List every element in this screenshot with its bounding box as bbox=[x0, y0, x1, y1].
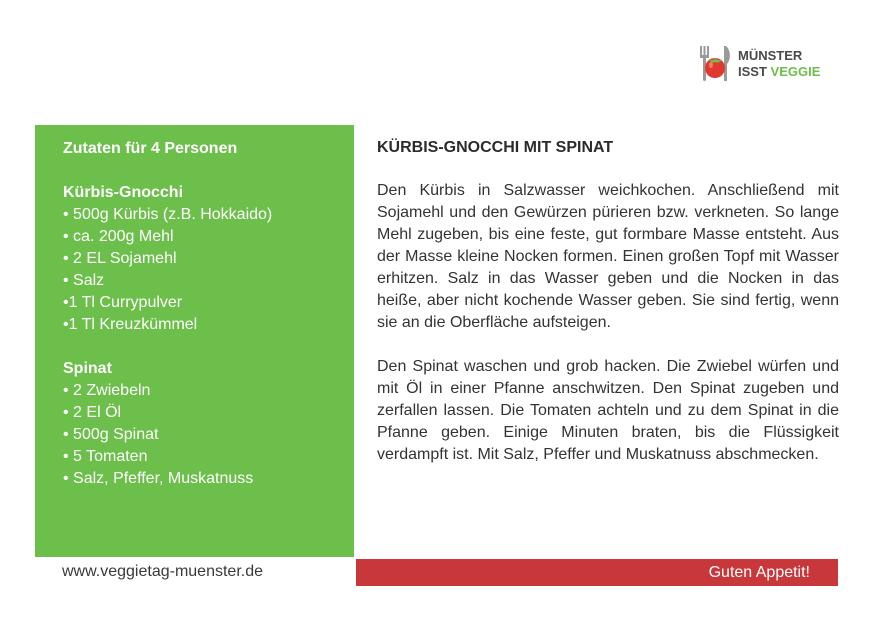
list-item: • 500g Kürbis (z.B. Hokkaido) bbox=[63, 206, 273, 223]
logo-line-1: MÜNSTER bbox=[738, 48, 803, 63]
ingredients-title: Zutaten für 4 Personen bbox=[63, 140, 238, 157]
logo-line-2-b: VEGGIE bbox=[770, 64, 821, 79]
list-item: • ca. 200g Mehl bbox=[63, 228, 174, 245]
ingredients-panel bbox=[35, 125, 354, 557]
recipe-paragraph-2: Den Spinat waschen und grob hacken. Die Zwiebel würfen und mit Öl in einer Pfanne anschwitzen. Den Spinat zugeben und zerfallen lassen. Die Tomaten achteln und zu dem Spinat in die Pfanne geben. Einige Minuten braten, bis die Flüssigkeit verdampft ist. Mit Salz, Pfeffer und Muskatnuss abschmecken. bbox=[377, 358, 839, 463]
list-item: • Salz, Pfeffer, Muskatnuss bbox=[63, 470, 254, 487]
list-item: • 2 El Öl bbox=[63, 404, 122, 421]
list-item: • 2 Zwiebeln bbox=[63, 382, 151, 399]
logo-text bbox=[738, 48, 820, 80]
greeting-text: Guten Appetit! bbox=[708, 564, 810, 581]
list-item: • 500g Spinat bbox=[63, 426, 159, 443]
logo bbox=[696, 42, 846, 92]
list-item: •1 Tl Kreuzkümmel bbox=[63, 316, 198, 333]
ingredient-list-gnocchi bbox=[63, 204, 354, 336]
recipe-paragraph-1: Den Kürbis in Salzwasser weichkochen. Anschließend mit Sojamehl und den Gewürzen pürieren bzw. verkneten. So lange Mehl zugeben, bis eine feste, gut formbare Masse entsteht. Aus der Masse kleine Nocken formen. Einen großen Topf mit Wasser erhitzen. Salz in das Wasser geben und die Nocken in das heiße, aber nicht kochende Wasser geben. Sie sind fertig, wenn sie an die Oberfläche aufsteigen. bbox=[377, 182, 839, 331]
spacer bbox=[63, 336, 354, 358]
fork-tomato-knife-icon bbox=[696, 42, 736, 86]
list-item: •1 Tl Currypulver bbox=[63, 294, 183, 311]
logo-line-2-a: ISST bbox=[738, 64, 767, 79]
list-item: • 5 Tomaten bbox=[63, 448, 148, 465]
list-item: • Salz bbox=[63, 272, 105, 289]
ingredient-list-spinat bbox=[63, 380, 354, 490]
list-item: • 2 EL Sojamehl bbox=[63, 250, 177, 267]
section-title-spinat: Spinat bbox=[63, 360, 112, 377]
recipe-title: KÜRBIS-GNOCCHI MIT SPINAT bbox=[377, 139, 614, 156]
website-link[interactable]: www.veggietag-muenster.de bbox=[62, 563, 263, 580]
logo-line-2 bbox=[738, 64, 820, 80]
footer-banner bbox=[356, 559, 838, 586]
section-title-gnocchi: Kürbis-Gnocchi bbox=[63, 184, 184, 201]
recipe-column bbox=[377, 125, 839, 466]
